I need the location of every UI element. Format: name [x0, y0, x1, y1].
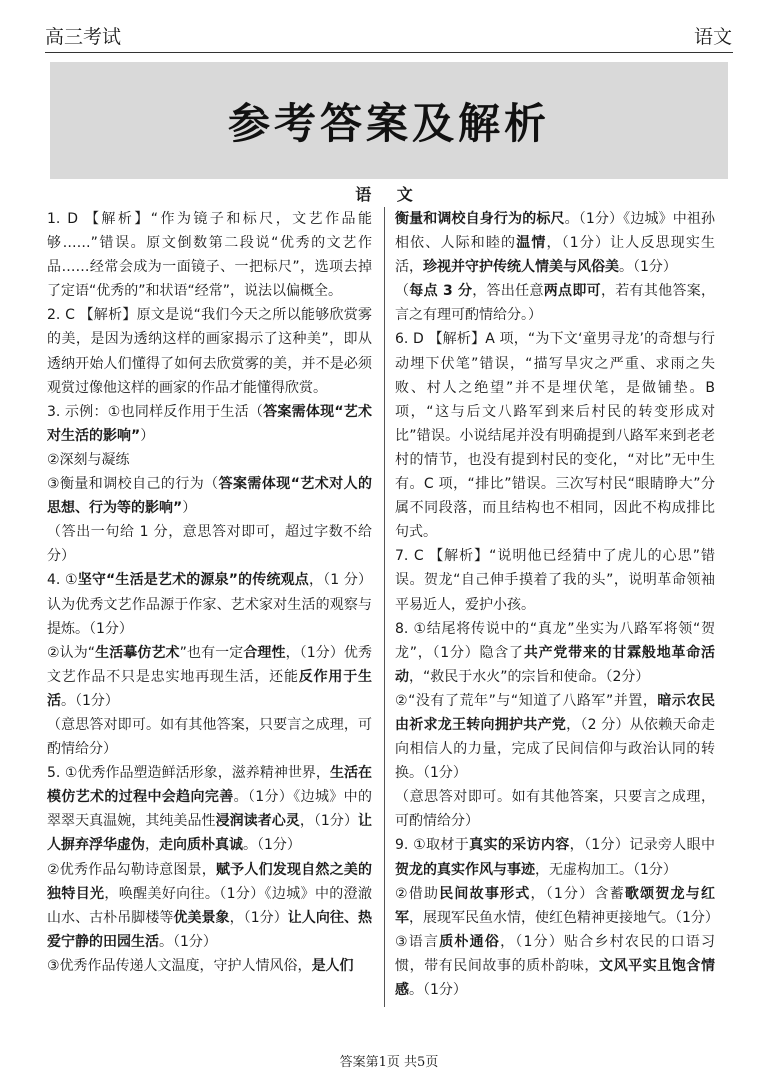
text: ，（1分）贴合乡村农民的口语习惯，带有民间故事的质朴韵味， [395, 933, 715, 974]
answer-q5-1 [47, 761, 372, 857]
answer-q9-1 [395, 833, 715, 881]
answer-q4-1 [47, 568, 372, 640]
answer-q3-1 [47, 400, 372, 448]
answer-q6: 6. D 【解析】A 项，“为下文‘童男寻龙’的奇想与行动埋下伏笔”错误，“描写旱灾之严重、求雨之失败、村人之绝望”并不是埋伏笔，是做铺垫。B 项，“这与后文八路军到来后村民的转变形成对比”错误。小说结尾并没有明确提到八路军来到老老村的情节，也没有提到村民的变化，“对比”无中生有。C 项，“排比”错误。三次写村民“眼睛睁大”分属不同段落，而且结构也不相同，因此不构成排比句式。 [395, 331, 715, 541]
text: ②认为“ [47, 644, 96, 661]
text: 。（1分） [159, 933, 217, 950]
answer-q7: 7. C 【解析】“说明他已经猜中了虎儿的心思”错误。贺龙“自己伸手摸着了我的头”，说明革命领袖平易近人，爱护小孩。 [395, 548, 715, 613]
answer-q4-2 [47, 641, 372, 713]
answer-q8-note: （意思答对即可。如有其他答案，只要言之成理，可酌情给分） [395, 789, 715, 830]
bold-text: 歌颂贺龙与红军 [395, 885, 715, 926]
bold-text: 贺龙的真实作风与事迹 [395, 861, 535, 878]
text: ③语言 [395, 933, 440, 950]
bold-text: 是人们 [311, 957, 354, 974]
answer-q5-note [395, 279, 715, 327]
bold-text: 生活在模仿艺术的过程中会趋向完善 [47, 765, 373, 806]
column-divider [384, 207, 385, 1007]
bold-text: 质朴通俗 [439, 933, 501, 950]
bold-text: 答案需体现“艺术对生活的影响” [47, 403, 373, 444]
text: ） [182, 500, 197, 517]
bold-text: 衡量和调校自身行为的标尺 [395, 211, 565, 227]
text: ②优秀作品勾勒诗意图景， [47, 861, 216, 878]
text: 。（1分） [409, 982, 467, 998]
exam-label: 高三考试 [45, 26, 122, 48]
text: ，（1分） [299, 813, 358, 830]
answer-q3-note: （答出一句给 1 分，意思答对即可，超过字数不给分） [47, 524, 372, 565]
answer-q5-3-cont [395, 207, 715, 279]
answer-q3-3 [47, 472, 372, 520]
text: ”也有一定 [179, 644, 244, 661]
bold-text: 走向质朴真诚 [159, 837, 243, 854]
answer-q1: 1. D 【解析】“作为镜子和标尺，文艺作品能够……”错误。原文倒数第二段说“优秀的文艺作品……经常会成为一面镜子、一把标尺”，选项去掉了定语“优秀的”和状语“经常”，说法以偏概全。 [47, 211, 372, 300]
page-title: 参考答案及解析 [227, 98, 550, 148]
bold-text: 温情 [516, 235, 547, 252]
answer-q9-3 [395, 930, 715, 1002]
text: ，（2 分）从依赖天命走向相信人的力量，完成了民间信仰与政治认同的转换。（1分） [395, 716, 715, 782]
text: ，（1分） [229, 909, 288, 926]
text: ， [145, 837, 159, 854]
text: ） [140, 427, 155, 444]
bold-text: 每点 3 分 [409, 283, 473, 300]
text: 3. 示例：①也同样反作用于生活（ [47, 403, 264, 420]
text: ，答出任意 [472, 283, 544, 300]
bold-text: 让人向往、热爱宁静的田园生活 [47, 909, 372, 950]
answer-q9-2 [395, 882, 719, 930]
bold-text: 坚守“生活是艺术的源泉”的传统观点 [77, 572, 309, 589]
right-column [395, 207, 719, 1002]
answer-q8-1 [395, 617, 715, 689]
text: ，（1分）让人反思现实生活， [395, 235, 716, 276]
bold-text: 珍视并守护传统人情美与风俗美 [423, 259, 619, 276]
title-band [50, 62, 728, 179]
bold-text: 优美景象 [173, 909, 230, 926]
bold-text: 反作用于生活 [47, 668, 373, 709]
bold-text: 文风平实且饱含情感 [395, 957, 715, 998]
text: ②“没有了荒年”与“知道了八路军”并置， [395, 692, 658, 709]
answer-q2: 2. C 【解析】原文是说“我们今天之所以能够欣赏雾的美，是因为透纳这样的画家揭示了这种美”，即从透纳开始人们懂得了如何去欣赏雾的美，并不是必须观赏过像他这样的画家的作品才能懂得欣赏。 [47, 307, 372, 396]
bold-text: 合理性 [243, 644, 286, 661]
text: 4. ① [47, 572, 78, 589]
text: 。（1分） [243, 837, 301, 854]
answer-q5-3 [47, 954, 372, 978]
subject-heading: 语 文 [355, 185, 423, 204]
text: 。（1分）《边城》中的翠翠天真温婉，其纯美品性 [47, 789, 372, 830]
text: ，（1分）记录旁人眼中 [569, 837, 716, 854]
text: 5. ①优秀作品塑造鲜活形象，滋养精神世界， [47, 765, 330, 782]
answer-q3-2: ②深刻与凝练 [47, 451, 130, 468]
text: 9. ①取材于 [395, 837, 470, 854]
bold-text: 答案需体现“艺术对人的思想、行为等的影响” [47, 476, 372, 517]
answer-q5-2 [47, 858, 372, 954]
text: ，（1分）优秀文艺作品不只是忠实地再现生活，还能 [47, 644, 372, 685]
text: 。（1分）《边城》中祖孙相依、人际和睦的 [395, 211, 715, 252]
bold-text: 民间故事形式 [439, 885, 531, 902]
text: 。（1分） [61, 692, 119, 709]
text: ③衡量和调校自己的行为（ [47, 476, 219, 493]
text: ，（1分）含蓄 [530, 885, 625, 902]
bold-text: 暗示农民由祈求龙王转向拥护共产党 [395, 692, 716, 733]
text: ，“救民于水火”的宗旨和使命。（2分） [409, 668, 650, 685]
header-rule [45, 52, 733, 53]
text: ，（1 分）认为优秀文艺作品源于作家、艺术家对生活的观察与提炼。（1分） [47, 572, 372, 637]
bold-text: 让人摒弃浮华虚伪 [47, 813, 372, 854]
text: ，若有其他答案，言之有理可酌情给分。） [395, 283, 716, 324]
bold-text: 真实的采访内容 [469, 837, 570, 854]
text: 。（1分） [619, 259, 677, 276]
bold-text: 两点即可 [543, 283, 601, 300]
text: ②借助 [395, 885, 440, 902]
text: （ [395, 283, 410, 300]
text: ，唤醒美好向往。（1分）《边城》中的澄澈山水、古朴吊脚楼等 [47, 885, 373, 926]
subject-label: 语文 [693, 26, 732, 48]
answer-q8-2 [395, 689, 715, 785]
bold-text: 浸润读者心灵 [215, 813, 300, 830]
text: ，无虚构加工。（1分） [535, 861, 677, 878]
text: 8. ①结尾将传说中的“真龙”坐实为八路军将领“贺龙”，（1分）隐含了 [395, 620, 715, 661]
bold-text: 共产党带来的甘霖般地革命活动 [395, 644, 715, 685]
text: ，展现军民鱼水情，使红色精神更接地气。（1分） [409, 909, 719, 926]
bold-text: 赋予人们发现自然之美的独特目光 [47, 861, 373, 902]
left-column [47, 207, 372, 978]
text: ③优秀作品传递人文温度，守护人情风俗， [47, 957, 312, 974]
bold-text: 生活摹仿艺术 [95, 644, 180, 661]
page-footer: 答案第1页 共5页 [339, 1055, 439, 1070]
answer-q4-note: （意思答对即可。如有其他答案，只要言之成理，可酌情给分） [47, 716, 372, 758]
